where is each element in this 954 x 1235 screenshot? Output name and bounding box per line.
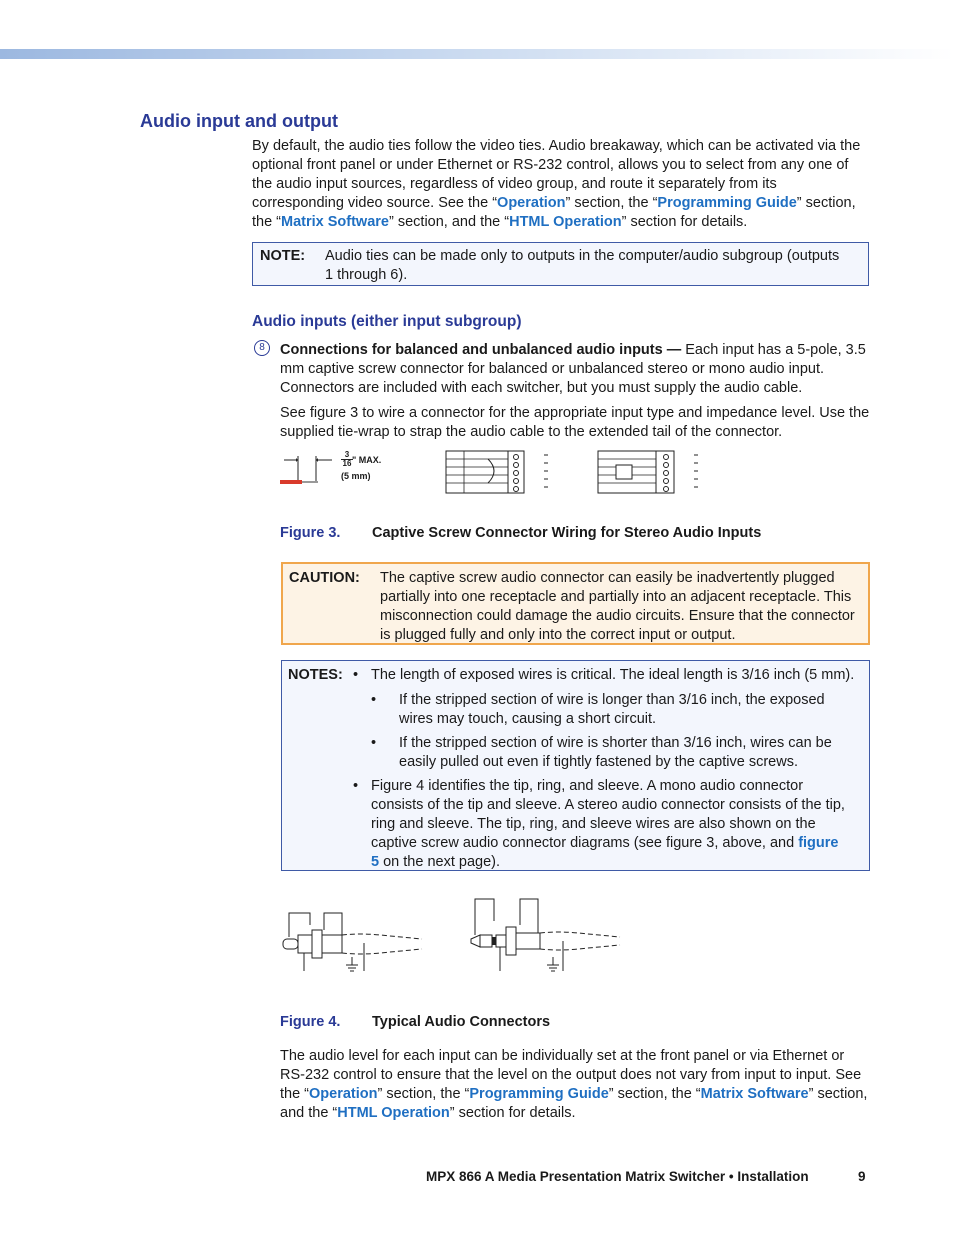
figure-3-caption — [280, 524, 880, 543]
matrix-software-link-2[interactable]: Matrix Software — [700, 1086, 809, 1102]
notes-box — [281, 660, 870, 871]
subsection-title: Audio inputs (either input subgroup) — [252, 313, 522, 330]
audio-level-paragraph: The audio level for each input can be individually set at the front panel or via Ethernet or RS-232 control to ensure that the level on the output does not vary from input to input. See the “Operation” section, the “Programming Guide” section, the “Matrix Software” section, and the “HTML Operation” section for details. — [280, 1048, 868, 1121]
callout-number-8: 8 — [254, 340, 270, 356]
figure-4-title: Typical Audio Connectors — [372, 1014, 551, 1030]
strip-length-fraction: 3 16 — [342, 450, 352, 468]
sub-bullet-1-text: If the stripped section of wire is longer than 3/16 inch, the exposed wires may touch, causing a short circuit. — [399, 692, 825, 727]
html-operation-link[interactable]: HTML Operation — [509, 214, 622, 230]
notes-label: NOTES: — [288, 667, 343, 683]
audio-connection-paragraph: Connections for balanced and unbalanced audio inputs — Each input has a 5-pole, 3.5 mm captive screw connector for balanced or unbalanced stereo or mono audio input. Connectors are included with each switcher, but you must supply the audio cable. — [280, 342, 866, 396]
figure-3-label: Figure 3. — [280, 525, 341, 541]
footer-title: MPX 866 A Media Presentation Matrix Switcher • Installation — [426, 1169, 809, 1184]
caution-box — [281, 562, 870, 645]
programming-guide-link[interactable]: Programming Guide — [657, 195, 797, 211]
caution-label: CAUTION: — [289, 570, 360, 586]
figure-4-label: Figure 4. — [280, 1014, 341, 1030]
bullet-2-text: Figure 4 identifies the tip, ring, and sleeve. A mono audio connector consists of the tip and sleeve. A stereo audio connector consists of the tip, ring and sleeve. The tip, ring, and sleeve wires are also shown on the captive screw audio connector diagrams (see figure 3, above, and figure 5 on the next page). — [371, 778, 845, 870]
unbalanced-connector-diagram — [444, 449, 554, 495]
programming-guide-link-2[interactable]: Programming Guide — [469, 1086, 609, 1102]
operation-link-2[interactable]: Operation — [309, 1086, 378, 1102]
sub-bullet-2-text: If the stripped section of wire is shorter than 3/16 inch, wires can be easily pulled out even if tightly fastened by the captive screws. — [399, 735, 832, 770]
matrix-software-link[interactable]: Matrix Software — [281, 214, 389, 230]
caution-text: The captive screw audio connector can easily be inadvertently plugged partially into one receptacle and partially into an adjacent receptacle. This misconnection could damage the audio circuits. Ensure that the connector is plugged fully and only into the correct input or output. — [380, 570, 855, 643]
bullet-2-marker: • — [353, 778, 359, 794]
bullet-1-marker: • — [353, 667, 359, 683]
strip-length-mm: (5 mm) — [341, 471, 371, 481]
figure-3-title: Captive Screw Connector Wiring for Stereo Audio Inputs — [372, 525, 762, 541]
sub-bullet-2-marker: • — [371, 735, 377, 751]
stereo-audio-plug-diagram — [468, 895, 628, 985]
html-operation-link-2[interactable]: HTML Operation — [337, 1105, 450, 1121]
note-label: NOTE: — [260, 248, 306, 264]
intro-paragraph: By default, the audio ties follow the video ties. Audio breakaway, which can be activated via the optional front panel or under Ethernet or RS-232 control, allows you to select from any one of the audio input sources, regardless of video group, and route it separately from its corresponding video source. See the “Operation” section, the “Programming Guide” section, the “Matrix Software” section, and the “HTML Operation” section for details. — [252, 138, 861, 230]
wiring-paragraph: See figure 3 to wire a connector for the appropriate input type and impedance level. Use the supplied tie-wrap to strap the audio cable to the extended tail of the connector. — [280, 405, 870, 440]
strip-length-max: " MAX. — [352, 455, 382, 465]
sub-bullet-1-marker: • — [371, 692, 377, 708]
figure-4-caption — [280, 1013, 880, 1032]
figure-5-link[interactable]: figure 5 — [371, 835, 839, 870]
balanced-connector-diagram — [596, 449, 706, 495]
note-text: Audio ties can be made only to outputs in the computer/audio subgroup (outputs 1 through 6). — [325, 248, 840, 283]
section-title: Audio input and output — [140, 111, 338, 131]
bullet-1-text: The length of exposed wires is critical. The ideal length is 3/16 inch (5 mm). — [371, 667, 855, 683]
mono-audio-plug-diagram — [280, 905, 430, 985]
header-accent-bar — [0, 49, 954, 59]
page-number: 9 — [858, 1169, 866, 1184]
operation-link[interactable]: Operation — [497, 195, 566, 211]
note-box — [252, 242, 869, 286]
